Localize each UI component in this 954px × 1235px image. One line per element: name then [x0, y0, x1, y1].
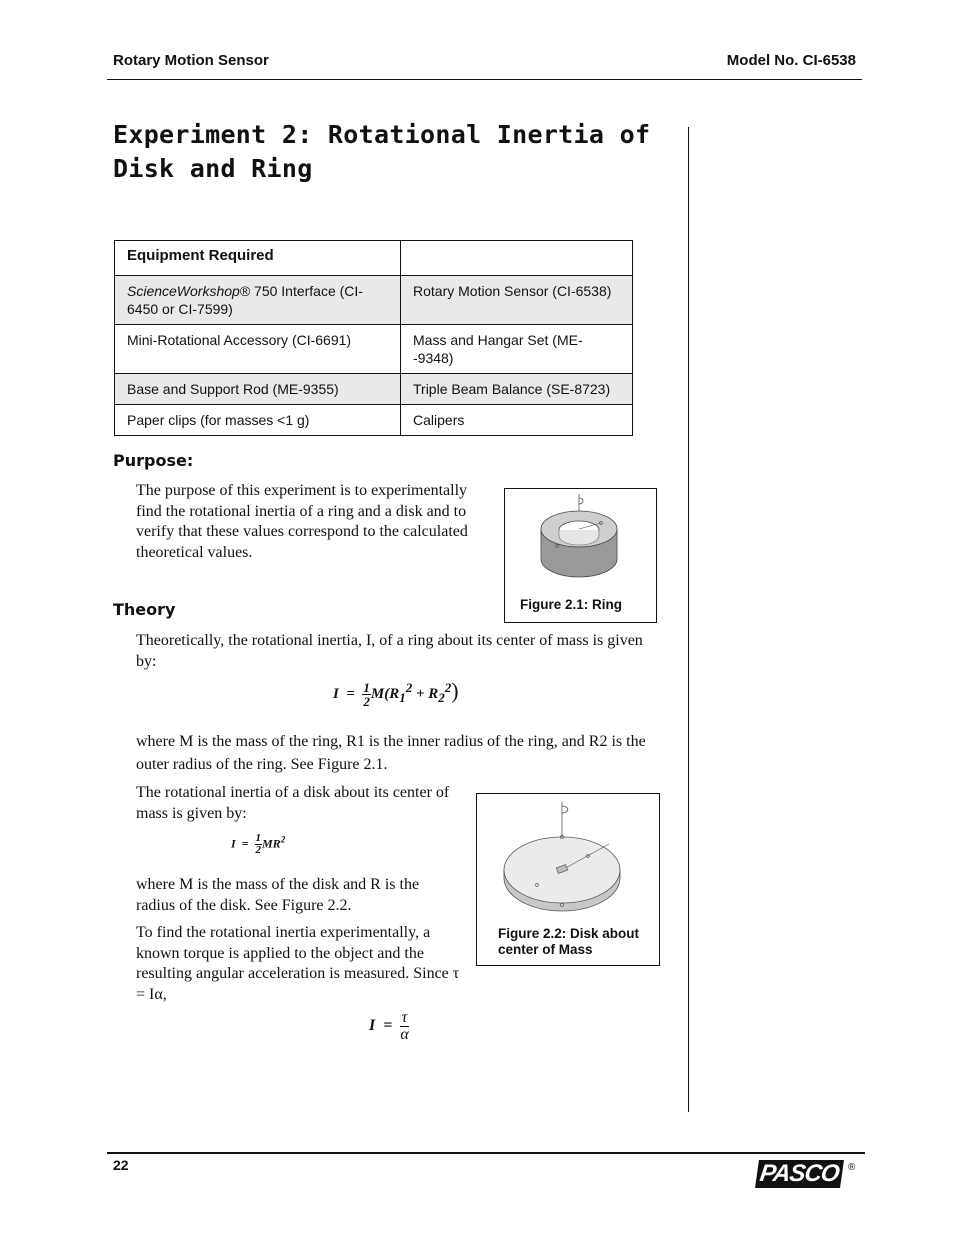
table-cell-right: Triple Beam Balance (SE-8723): [401, 374, 633, 405]
equipment-table: [114, 240, 633, 436]
table-cell-right: Calipers: [401, 405, 633, 436]
running-header-title: Rotary Motion Sensor: [113, 52, 269, 69]
header-rule: [107, 79, 862, 80]
disk-illustration: [477, 794, 659, 919]
theory-paragraph-3: The rotational inertia of a disk about its center of mass is given by:: [136, 784, 450, 822]
figure-disk: [476, 793, 660, 966]
theory-paragraph-2: where M is the mass of the ring, R1 is the inner radius of the ring, and R2 is the outer radius of the ring. See Figure 2.1.: [136, 733, 646, 773]
theory-paragraph-4: where M is the mass of the disk and R is the radius of the disk. See Figure 2.2.: [136, 876, 420, 914]
equipment-heading: Equipment Required: [115, 241, 401, 276]
table-row: [115, 405, 633, 436]
purpose-heading: Purpose:: [113, 451, 194, 470]
page-number: 22: [113, 1157, 129, 1173]
table-cell-left: Base and Support Rod (ME-9355): [115, 374, 401, 405]
table-header-row: [115, 241, 633, 276]
registered-mark: ®: [848, 1162, 856, 1173]
ring-inertia-equation: I = $\frac{1}{2}$ $M(R_1^2 + R_2^2)$: [333, 678, 459, 710]
table-cell-right: Rotary Motion Sensor (CI-6538): [401, 276, 633, 325]
running-header-model: Model No. CI-6538: [726, 52, 856, 69]
table-cell-right: Mass and Hangar Set (ME--9348): [401, 325, 633, 374]
table-header-empty: [401, 241, 633, 276]
figure-disk-caption: Figure 2.2: Disk about center of Mass: [498, 926, 640, 957]
theory-paragraph-5: To find the rotational inertia experimentally, a known torque is applied to the object and the resulting angular acceleration is measured. Since τ = Iα,: [136, 924, 460, 1003]
theory-paragraph-1: Theoretically, the rotational inertia, I, of a ring about its center of mass is given by:: [136, 632, 643, 670]
table-cell-left: ScienceWorkshop® 750 Interface (CI-6450 or CI-7599): [115, 276, 401, 325]
disk-inertia-equation: I = $\frac{1}{2}$ $MR^2$: [231, 832, 286, 856]
margin-rule: [688, 127, 689, 1112]
footer-rule: [107, 1152, 865, 1154]
table-cell-left: Paper clips (for masses <1 g): [115, 405, 401, 436]
torque-equation: I = $\frac{\tau}{\alpha}$: [369, 1009, 409, 1043]
page-title: Experiment 2: Rotational Inertia of Disk and Ring: [113, 120, 651, 183]
table-row: [115, 374, 633, 405]
theory-heading: Theory: [113, 600, 176, 619]
purpose-text: The purpose of this experiment is to experimentally find the rotational inertia of a ring and a disk and to verify that these values correspond to the calculated theoretical values.: [136, 482, 468, 561]
ring-illustration: [505, 489, 656, 594]
figure-ring: [504, 488, 657, 623]
table-cell-left: Mini-Rotational Accessory (CI-6691): [115, 325, 401, 374]
table-row: [115, 276, 633, 325]
figure-ring-caption: Figure 2.1: Ring: [520, 597, 623, 612]
table-row: [115, 325, 633, 374]
pasco-logo: PASCO: [757, 1160, 842, 1188]
